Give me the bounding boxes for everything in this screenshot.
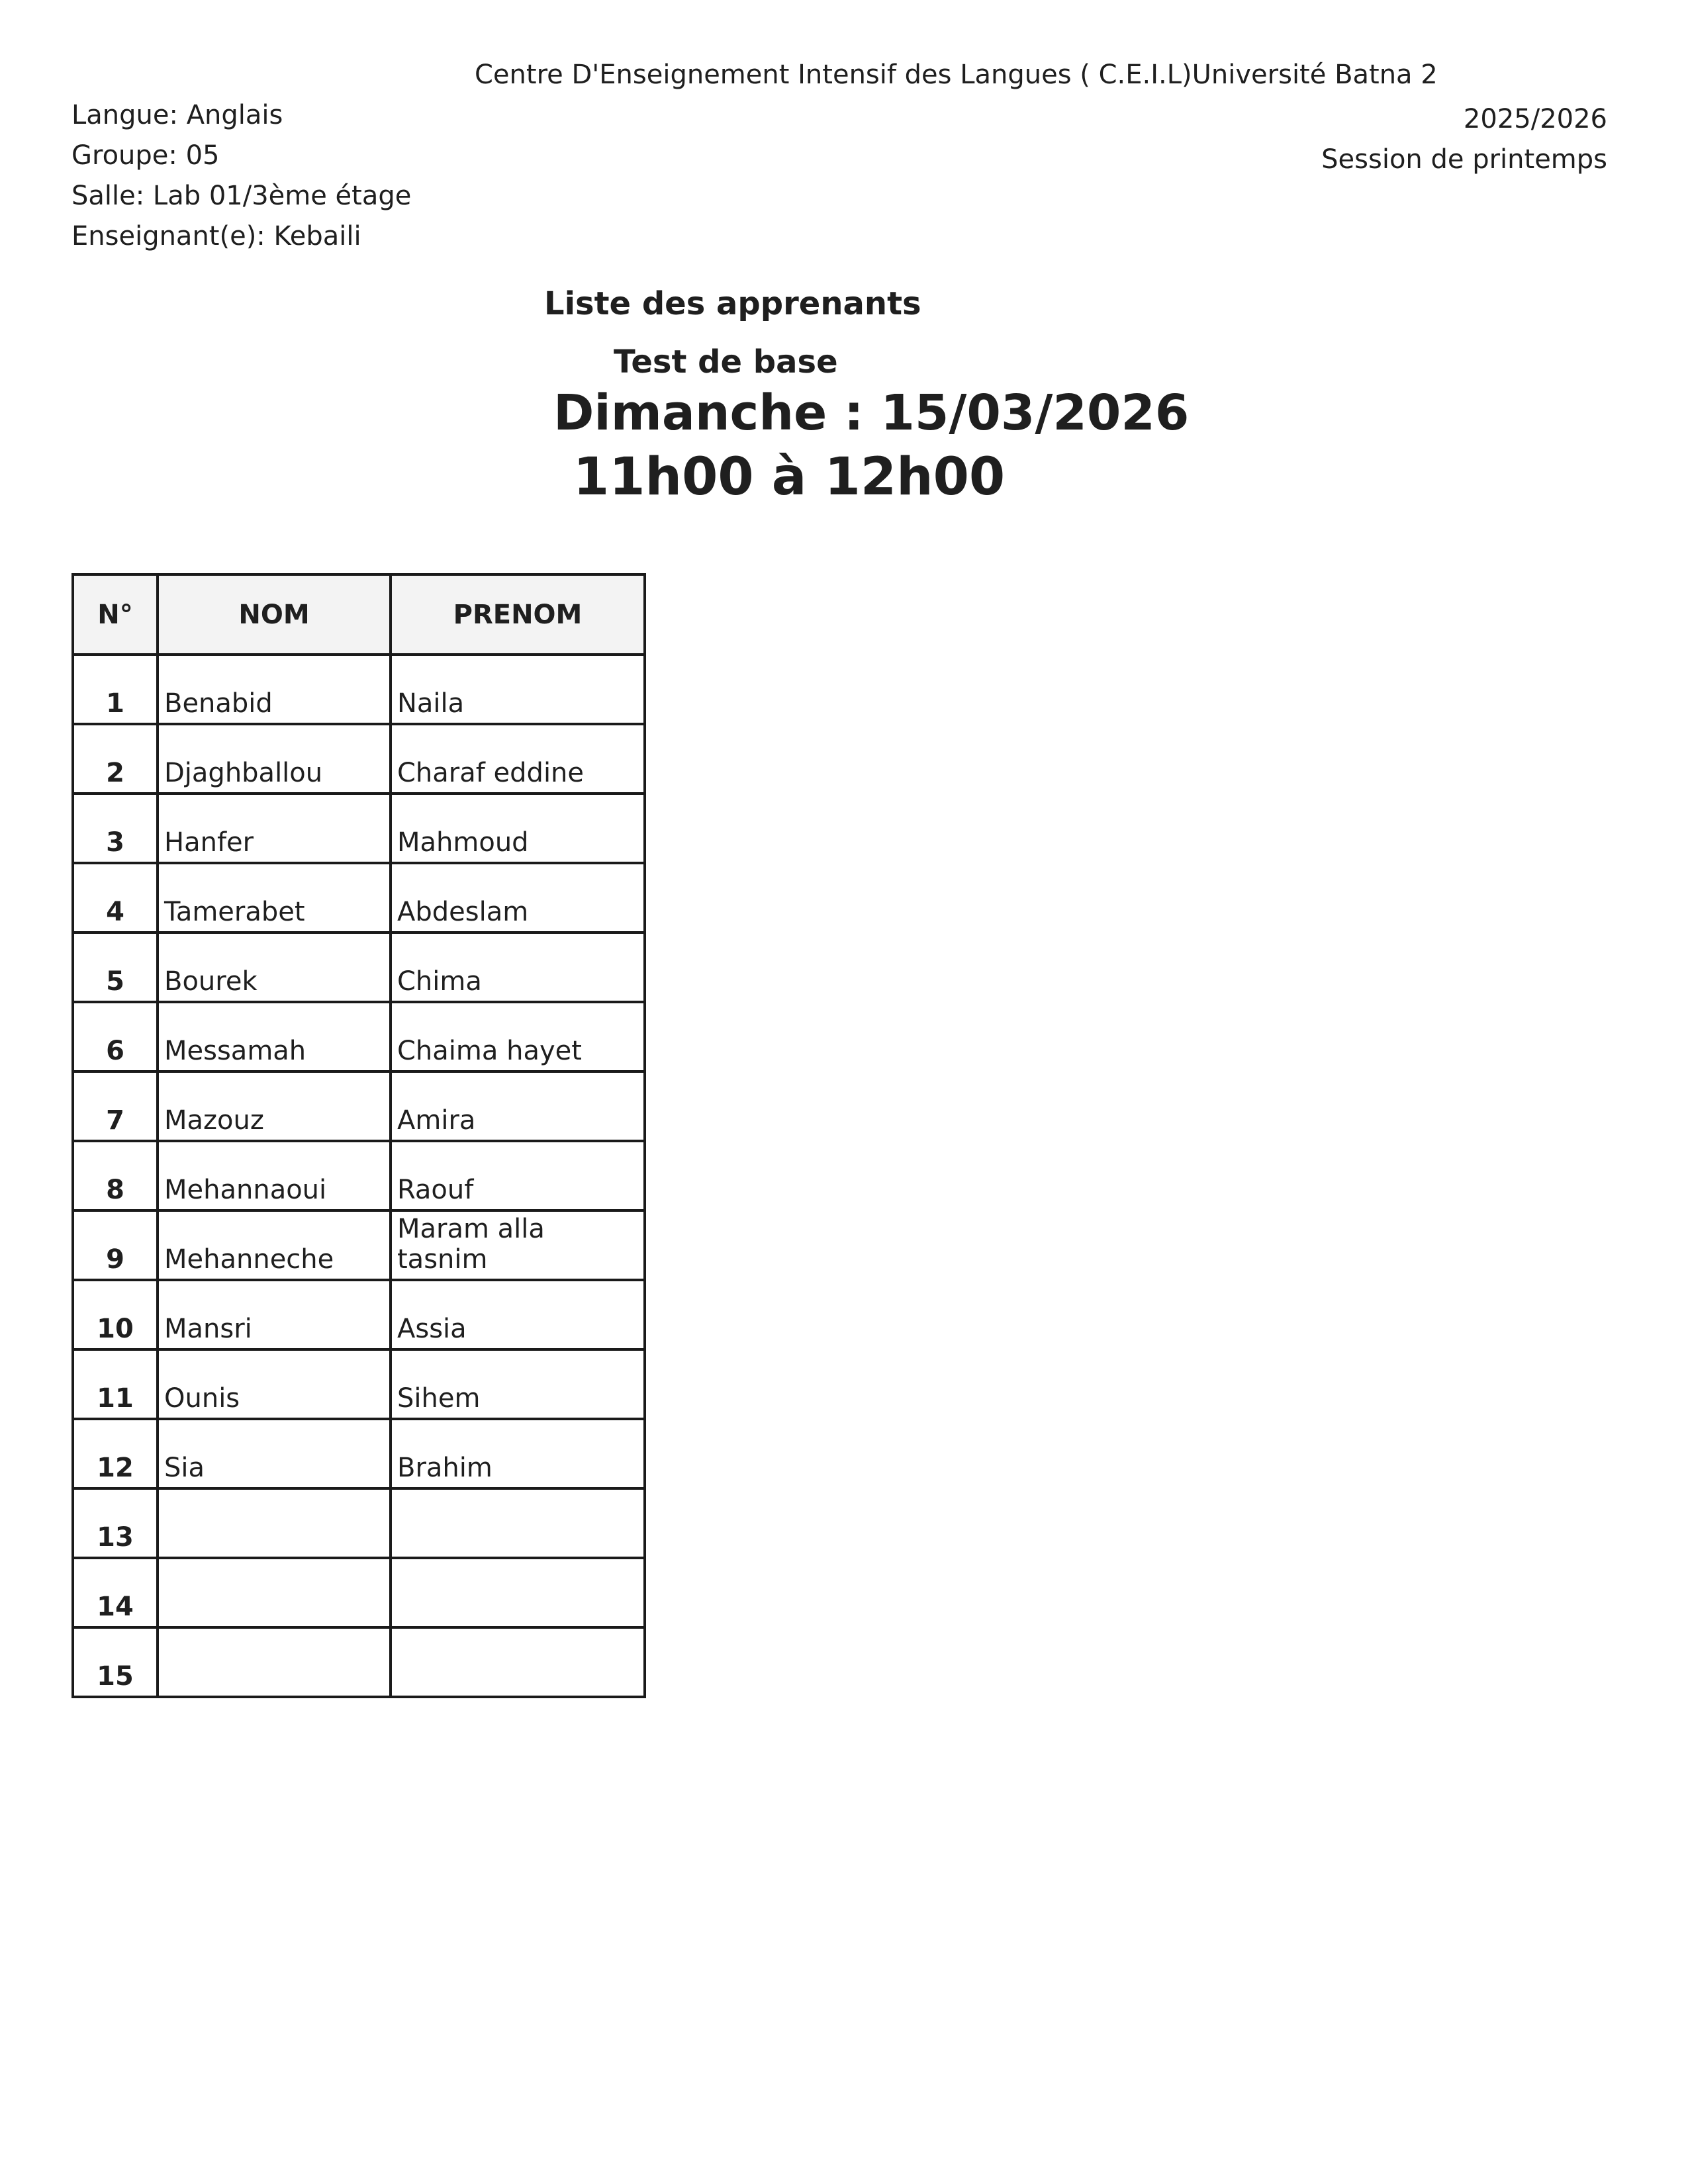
exam-date: Dimanche : 15/03/2026 [553,385,1190,441]
meta-groupe: Groupe: 05 [71,140,220,171]
test-title: Test de base [614,343,838,381]
table-row [73,1349,645,1419]
nom-cell: Mansri [158,1280,391,1349]
number-cell: 12 [73,1419,158,1488]
number-cell: 3 [73,794,158,863]
prenom-cell: Chima [391,933,645,1002]
prenom-cell: Charaf eddine [391,724,645,794]
nom-cell: Mehannaoui [158,1141,391,1210]
nom-cell: Hanfer [158,794,391,863]
number-cell: 10 [73,1280,158,1349]
nom-cell: Tamerabet [158,863,391,933]
table-row [73,724,645,794]
nom-cell: Mazouz [158,1071,391,1141]
number-cell: 15 [73,1627,158,1697]
table-row [73,863,645,933]
course-meta [71,95,411,257]
nom-cell: Sia [158,1419,391,1488]
meta-langue: Langue: Anglais [71,100,283,130]
number-cell: 8 [73,1141,158,1210]
nom-cell [158,1488,391,1558]
table-row [73,1558,645,1627]
prenom-cell: Abdeslam [391,863,645,933]
number-cell: 6 [73,1002,158,1071]
number-cell: 4 [73,863,158,933]
prenom-cell: Mahmoud [391,794,645,863]
nom-cell: Ounis [158,1349,391,1419]
academic-year: 2025/2026 [1463,104,1607,134]
table-row [73,1419,645,1488]
table-row [73,1627,645,1697]
nom-cell [158,1558,391,1627]
prenom-cell: Assia [391,1280,645,1349]
nom-cell: Bourek [158,933,391,1002]
table-header-row [73,574,645,655]
number-cell: 2 [73,724,158,794]
prenom-cell: Raouf [391,1141,645,1210]
table-row [73,1141,645,1210]
table-row [73,655,645,724]
prenom-cell: Chaima hayet [391,1002,645,1071]
institution-header: Centre D'Enseignement Intensif des Langues ( C.E.I.L)Université Batna 2 [475,60,1438,90]
number-cell: 14 [73,1558,158,1627]
meta-salle: Salle: Lab 01/3ème étage [71,181,412,211]
table-row [73,1071,645,1141]
header-nom: NOM [158,574,391,655]
table-row [73,1002,645,1071]
prenom-cell: Maram alla tasnim [391,1210,645,1280]
number-cell: 9 [73,1210,158,1280]
table-row [73,1488,645,1558]
prenom-cell [391,1488,645,1558]
prenom-cell: Brahim [391,1419,645,1488]
table-row [73,794,645,863]
table-row [73,933,645,1002]
header-prenom: PRENOM [391,574,645,655]
list-title: Liste des apprenants [544,285,921,322]
nom-cell [158,1627,391,1697]
number-cell: 7 [73,1071,158,1141]
table-row [73,1280,645,1349]
prenom-cell: Amira [391,1071,645,1141]
prenom-cell [391,1627,645,1697]
nom-cell: Mehanneche [158,1210,391,1280]
meta-enseignant: Enseignant(e): Kebaili [71,221,361,251]
number-cell: 13 [73,1488,158,1558]
learners-table [71,573,646,1698]
nom-cell: Benabid [158,655,391,724]
number-cell: 5 [73,933,158,1002]
nom-cell: Messamah [158,1002,391,1071]
session-name: Session de printemps [1321,144,1607,175]
prenom-cell: Sihem [391,1349,645,1419]
header-number: N° [73,574,158,655]
prenom-cell: Naila [391,655,645,724]
nom-cell: Djaghballou [158,724,391,794]
number-cell: 11 [73,1349,158,1419]
session-info [1321,99,1607,180]
number-cell: 1 [73,655,158,724]
prenom-cell [391,1558,645,1627]
table-row [73,1210,645,1280]
exam-time: 11h00 à 12h00 [573,447,1006,507]
